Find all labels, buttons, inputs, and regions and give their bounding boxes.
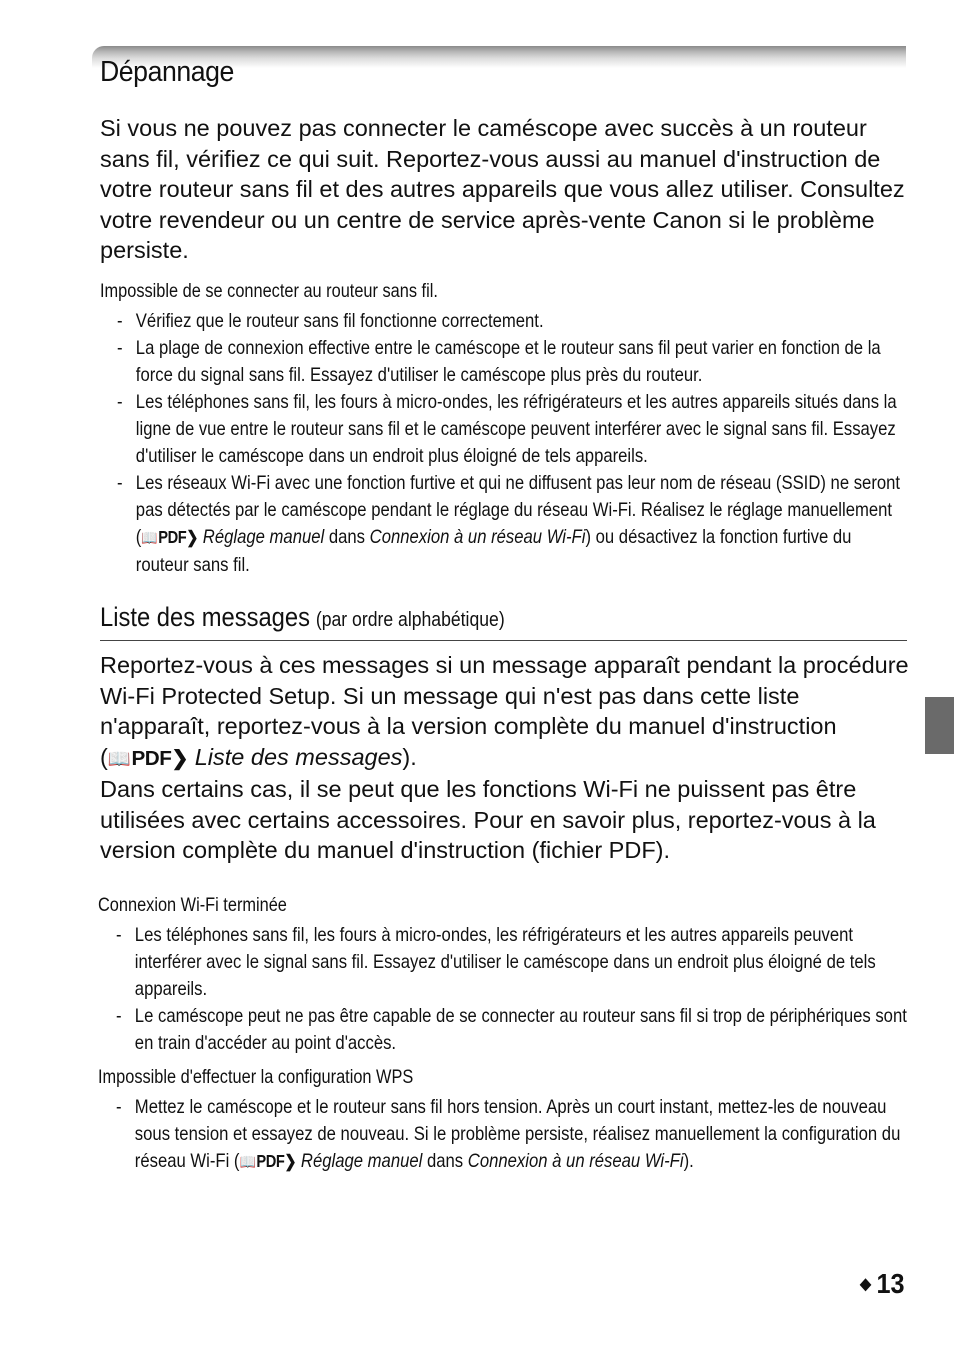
chapter-tab [925,697,954,754]
message-heading: Connexion Wi-Fi terminée [98,895,287,916]
list-item: - Les téléphones sans fil, les fours à micro-ondes, les réfrigérateurs et les autres appareils situés dans la ligne de vue entre le routeur sans fil et le caméscope peuvent interférer avec le signal sans fil. Essayez d'utiliser le caméscope dans un endroit plus éloigné de tels appareils. [117,389,908,470]
book-icon: 📖 [239,1154,256,1171]
list-item: - Les téléphones sans fil, les fours à micro-ondes, les réfrigérateurs et les autres appareils peuvent interférer avec le signal sans fil. Essayez d'utiliser le caméscope dans un endroit plus éloigné de tels appareils. [116,922,907,1003]
page-number: ◆ 13 [860,1268,905,1299]
list-item: - Le caméscope peut ne pas être capable de se connecter au routeur sans fil si trop de périphériques sont en train d'accéder au point d'accès. [116,1003,907,1057]
book-icon: 📖 [107,747,131,769]
list-item: - Mettez le caméscope et le routeur sans fil hors tension. Après un court instant, mettez-les de nouveau sous tension et essayez de nouveau. Si le problème persiste, réalisez manuellement la configuration du réseau Wi-Fi (📖PDF❯ Réglage manuel dans Connexion à un réseau Wi-Fi). [116,1094,907,1176]
pdf-reference: 📖PDF❯ [107,746,189,770]
list-item: - Vérifiez que le routeur sans fil fonctionne correctement. [117,308,908,335]
trouble-heading: Impossible de se connecter au routeur sans fil. [100,281,438,302]
message-list [116,1094,907,1176]
pdf-reference: 📖PDF❯ [239,1151,297,1171]
pdf-reference: 📖PDF❯ [141,527,199,547]
page-title: Dépannage [100,56,234,88]
diamond-icon: ◆ [860,1276,872,1293]
section-title: Liste des messages (par ordre alphabétique) [100,602,505,632]
book-icon: 📖 [141,530,158,547]
section-divider [100,640,907,641]
messages-intro: Reportez-vous à ces messages si un message apparaît pendant la procédure Wi-Fi Protected Setup. Si un message qui n'est pas dans cette liste n'apparaît, reportez-vous à la version complète du manuel d'instruction (📖PDF❯ Liste des messages). Dans certains cas, il se peut que les fonctions Wi-Fi ne puissent pas être utilisées avec certains accessoires. Pour en savoir plus, reportez-vous à la version complète du manuel d'instruction (fichier PDF). [100,652,909,863]
list-item: - La plage de connexion effective entre le caméscope et le routeur sans fil peut varier en fonction de la force du signal sans fil. Essayez d'utiliser le caméscope plus près du routeur. [117,335,908,389]
message-heading: Impossible d'effectuer la configuration WPS [98,1067,414,1088]
list-item: - Les réseaux Wi-Fi avec une fonction furtive et qui ne diffusent pas leur nom de réseau (SSID) ne seront pas détectés par le caméscope pendant le réglage du réseau Wi-Fi. Réalisez le réglage manuellement (📖PDF❯ Réglage manuel dans Connexion à un réseau Wi-Fi) ou désactivez la fonction furtive du routeur sans fil. [117,470,908,579]
trouble-list [117,308,908,579]
message-list [116,922,907,1057]
intro-paragraph: Si vous ne pouvez pas connecter le caméscope avec succès à un routeur sans fil, vérifiez ce qui suit. Reportez-vous aussi au manuel d'instruction de votre routeur sans fil et des autres appareils que vous allez utiliser. Consultez votre revendeur ou un centre de service après-vente Canon si le problème persiste. [100,115,905,263]
